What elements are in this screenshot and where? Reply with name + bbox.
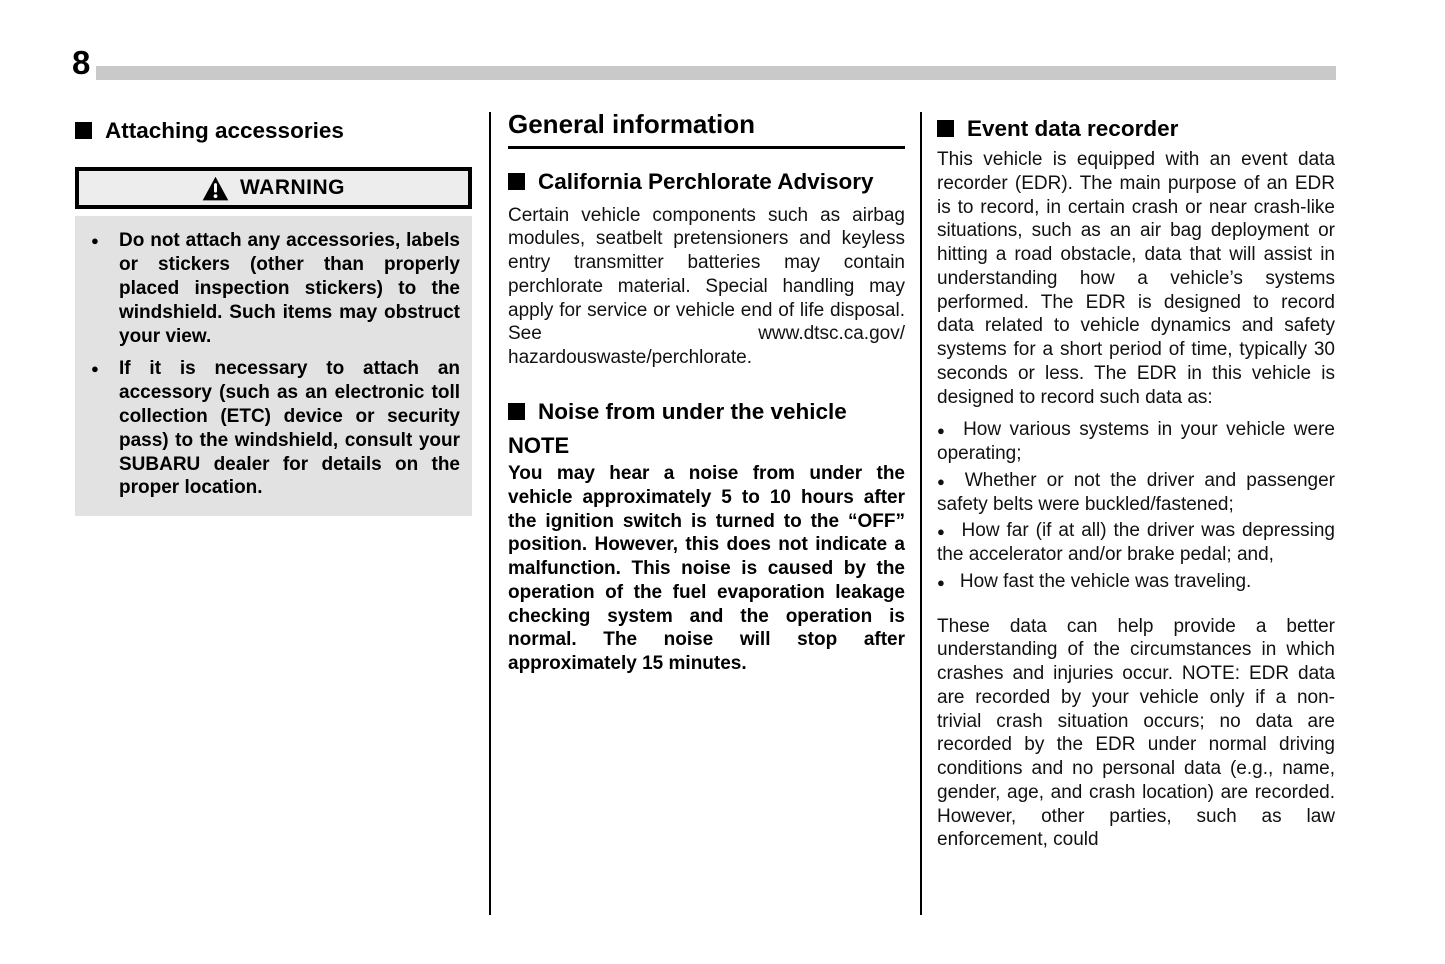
noise-under-vehicle-heading [508,399,905,425]
edr-bullet-text: How various systems in your vehicle were operating; [937,419,1335,465]
edr-outro-paragraph: These data can help provide a better understanding of the circumstances in which crashes and injuries occur. NOTE: EDR data are recorded by your vehicle only if a non-trivial crash situation occurs; no data are recorded by the EDR under normal driving conditions and no personal data (e.g., name, gender, age, and crash location) are recorded. However, other parties, such as law enforcement, could [937,615,1335,851]
bullet-dot-icon: ● [937,574,945,590]
warning-body [75,216,472,516]
left-column [75,112,472,516]
edr-bullet-text: How far (if at all) the driver was depressing the accelerator and/or brake pedal; and, [937,520,1335,566]
warning-box [75,167,472,516]
event-data-recorder-heading [937,116,1335,142]
section-heading-label: Noise from under the vehicle [538,398,847,424]
section-marker-icon [508,173,525,190]
column-divider-right [920,112,922,915]
warning-item-text: If it is necessary to attach an accessory (such as an electronic toll collection (ETC) device or security pass) to the windshield, consult your SUBARU dealer for details on the proper location. [119,357,460,499]
bullet-dot-icon: ● [91,360,99,376]
noise-note-paragraph: You may hear a noise from under the vehicle approximately 5 to 10 hours after the ignition switch is turned to the “OFF” position. However, this does not indicate a malfunction. This noise is caused by the operation of the fuel evaporation leakage checking system and the operation is normal. The noise will stop after approximately 15 minutes. [508,463,905,675]
warning-item [87,229,460,349]
edr-bullet-item [937,519,1335,567]
page-number: 8 [72,44,91,81]
section-marker-icon [508,403,525,420]
section-marker-icon [937,120,954,137]
general-information-title: General information [508,110,905,149]
bullet-dot-icon: ● [937,423,949,439]
note-label: NOTE [508,433,570,459]
warning-title: WARNING [240,176,345,200]
section-heading-label: California Perchlorate Advisory [538,168,874,194]
edr-bullet-item [937,418,1335,466]
right-column [937,112,1335,852]
edr-bullet-item [937,469,1335,517]
california-perchlorate-heading [508,169,905,195]
attaching-accessories-heading [75,118,472,144]
warning-item-text: Do not attach any accessories, labels or stickers (other than properly placed inspection stickers) to the windshield. Such items may obstruct your view. [119,230,460,347]
section-heading-label: Event data recorder [967,116,1179,141]
bullet-dot-icon: ● [937,524,947,540]
bullet-dot-icon: ● [91,233,99,249]
warning-header [75,167,472,209]
edr-bullet-item [937,570,1335,594]
header-rule [96,66,1336,80]
middle-column [508,110,905,676]
bullet-dot-icon: ● [937,473,950,489]
warning-triangle-icon [202,176,229,201]
section-marker-icon [75,122,92,139]
edr-intro-paragraph: This vehicle is equipped with an event data recorder (EDR). The main purpose of an EDR is to record, in certain crash or near crash-like situations, such as an air bag deployment or hitting a road obstacle, data that will assist in understanding how a vehicle’s systems performed. The EDR is designed to record data related to vehicle dynamics and safety systems for a short period of time, typically 30 seconds or less. The EDR in this vehicle is designed to record such data as: [937,149,1335,408]
warning-item [87,357,460,501]
section-heading-label: Attaching accessories [105,118,344,143]
column-divider-left [489,112,491,915]
perchlorate-paragraph: Certain vehicle components such as airbag modules, seatbelt pretensioners and keyless entry transmitter batteries may contain perchlorate material. Special handling may apply for service or vehicle end of life disposal. See www.dtsc.ca.gov/ hazardouswaste/perchlorate. [508,204,905,369]
edr-bullet-text: How fast the vehicle was traveling. [959,570,1252,592]
edr-bullet-text: Whether or not the driver and passenger safety belts were buckled/fastened; [937,469,1335,515]
